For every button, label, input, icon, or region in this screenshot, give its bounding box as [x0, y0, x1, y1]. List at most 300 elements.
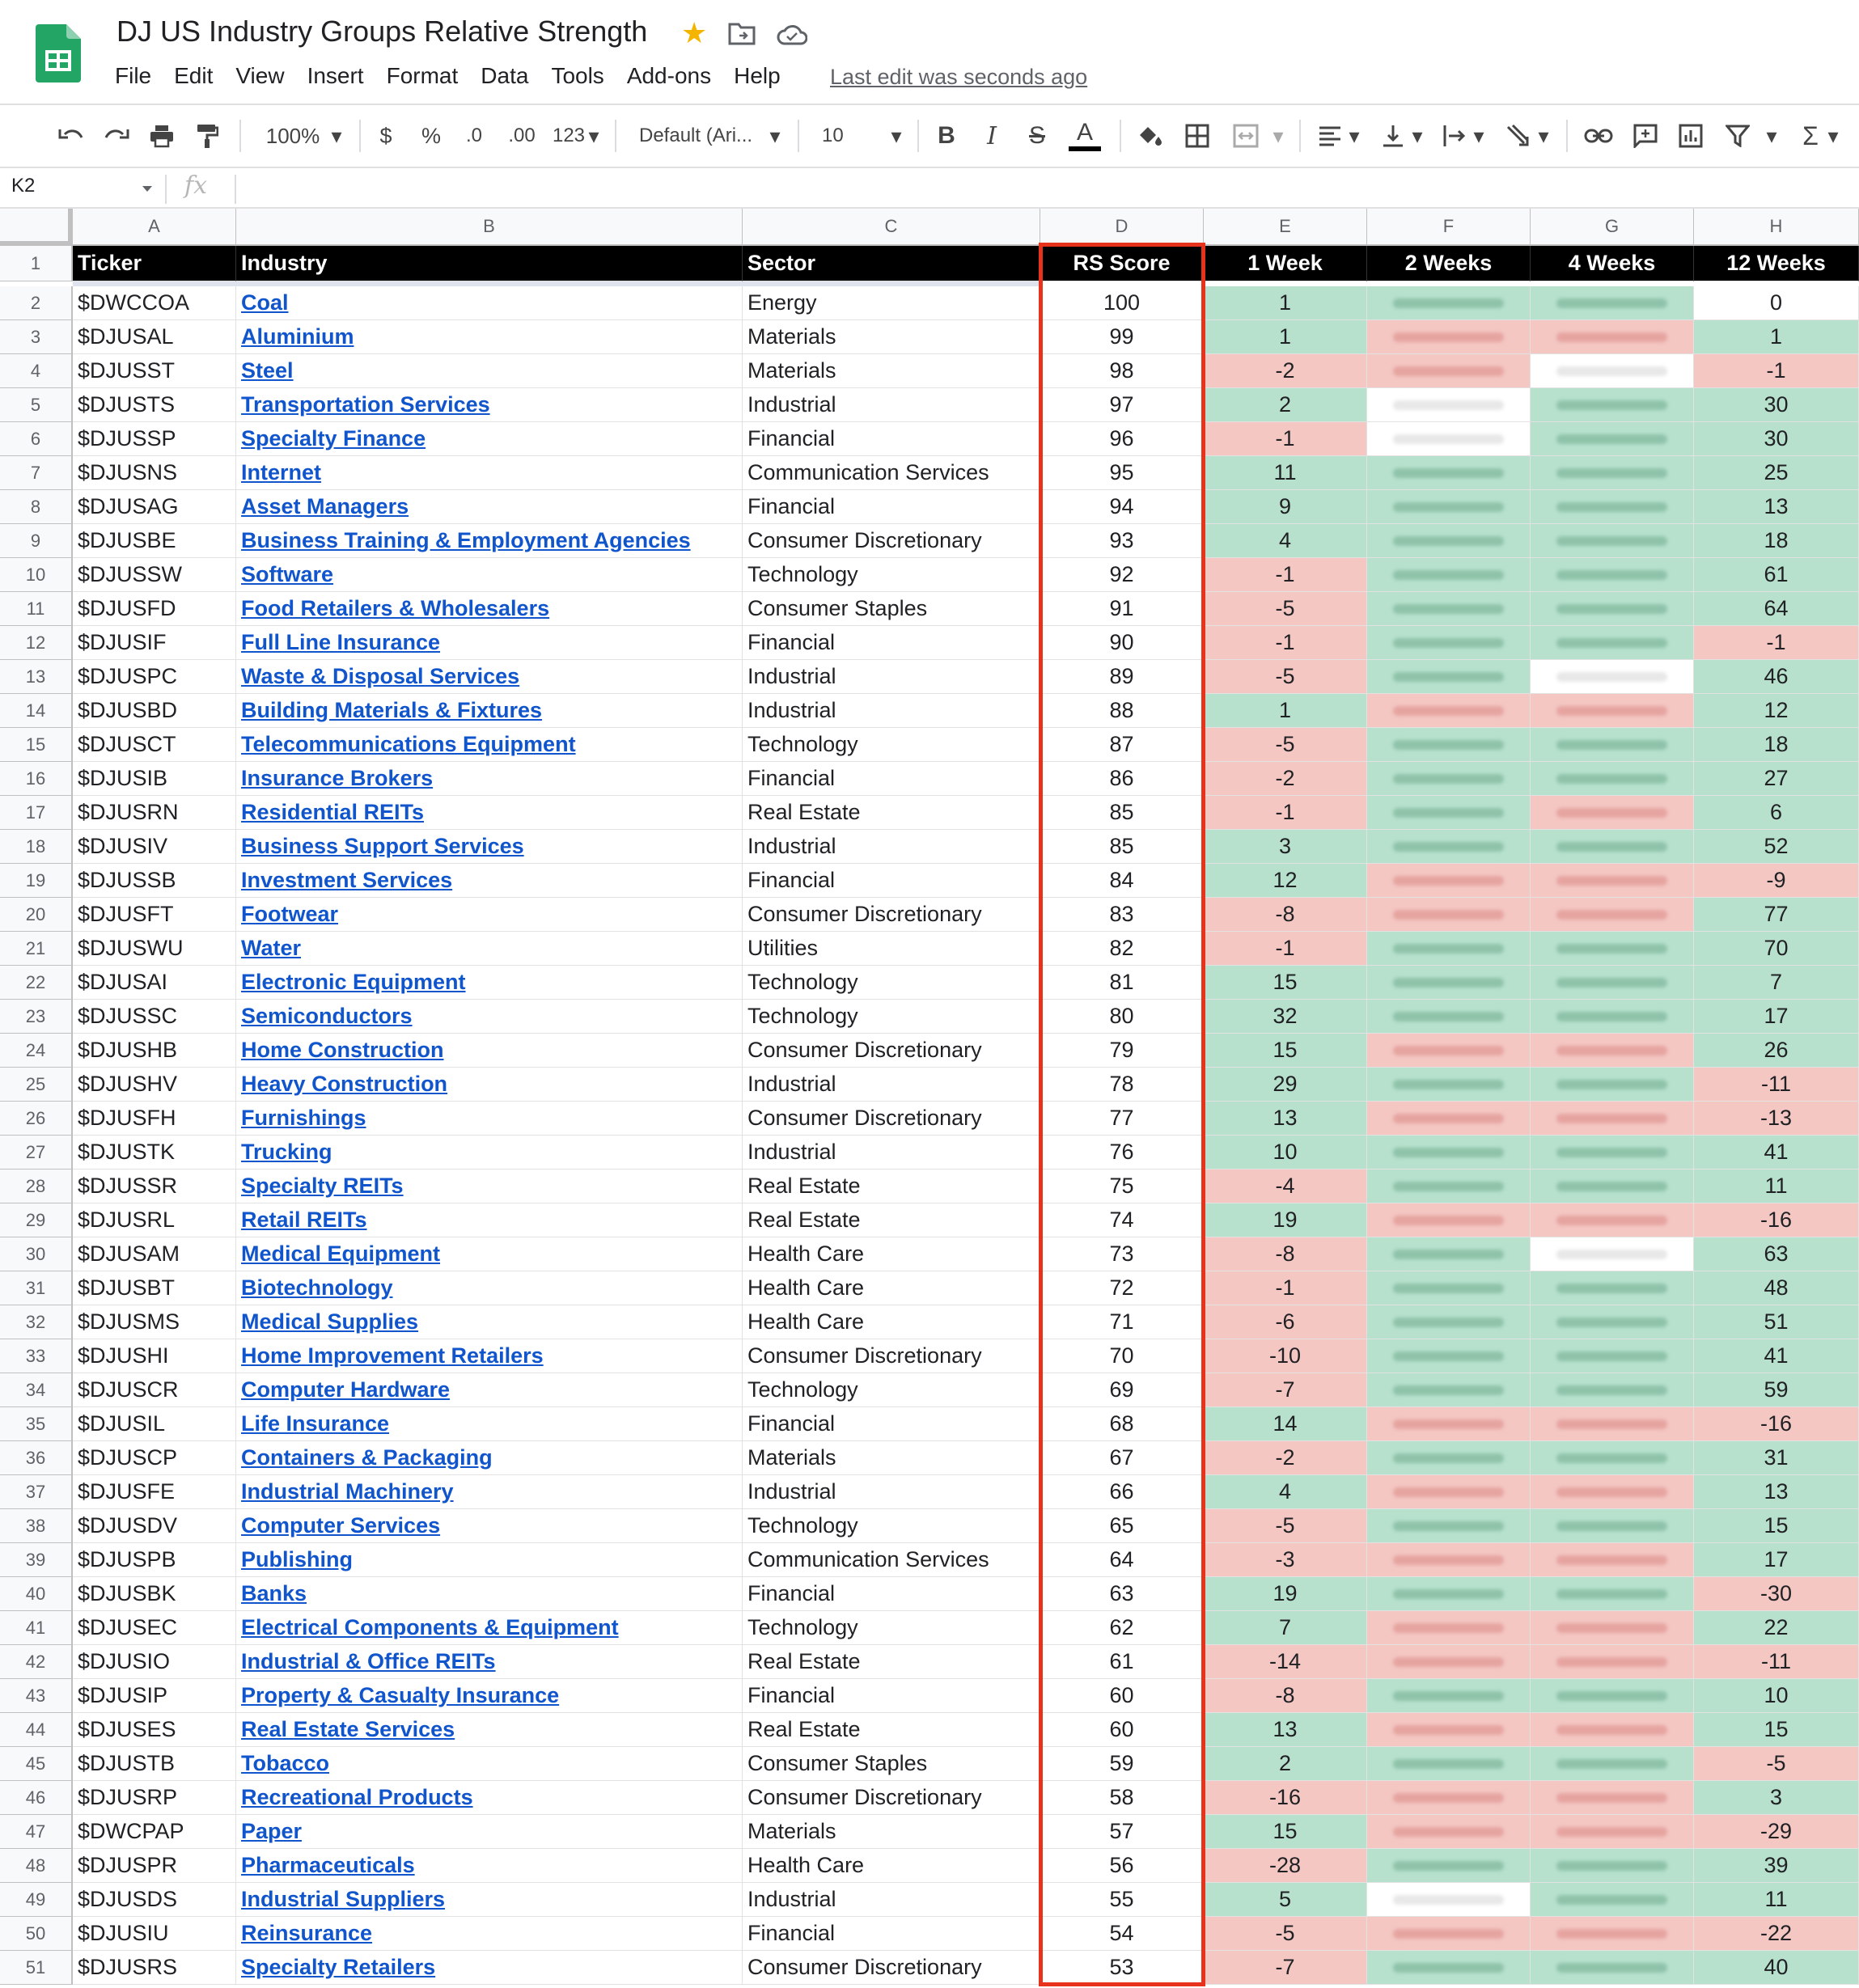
sector-cell[interactable]: Financial — [743, 626, 1040, 660]
two-weeks-cell[interactable] — [1367, 1271, 1531, 1305]
industry-cell[interactable] — [236, 1747, 743, 1781]
two-weeks-cell[interactable] — [1367, 1645, 1531, 1679]
ticker-cell[interactable]: $DJUSIF — [73, 626, 236, 660]
industry-cell[interactable] — [236, 830, 743, 864]
sector-cell[interactable]: Technology — [743, 1373, 1040, 1407]
industry-link[interactable]: Full Line Insurance — [241, 630, 441, 654]
industry-cell[interactable] — [236, 1883, 743, 1917]
industry-link[interactable]: Real Estate Services — [241, 1717, 455, 1741]
row-header[interactable]: 48 — [0, 1849, 73, 1883]
rs-score-cell[interactable]: 71 — [1040, 1305, 1204, 1339]
four-weeks-cell[interactable] — [1531, 830, 1694, 864]
industry-cell[interactable] — [236, 1645, 743, 1679]
font-select[interactable]: Default (Ari... — [639, 125, 753, 146]
rs-score-cell[interactable]: 84 — [1040, 864, 1204, 898]
industry-link[interactable]: Transportation Services — [241, 392, 490, 417]
four-weeks-cell[interactable] — [1531, 1543, 1694, 1577]
industry-link[interactable]: Retail REITs — [241, 1208, 367, 1232]
one-week-cell[interactable]: -4 — [1204, 1170, 1367, 1203]
four-weeks-cell[interactable] — [1531, 1849, 1694, 1883]
rs-score-cell[interactable]: 90 — [1040, 626, 1204, 660]
four-weeks-cell[interactable] — [1531, 762, 1694, 796]
ticker-cell[interactable]: $DJUSRP — [73, 1781, 236, 1815]
ticker-cell[interactable]: $DJUSAI — [73, 966, 236, 1000]
ticker-cell[interactable]: $DJUSAG — [73, 490, 236, 524]
industry-link[interactable]: Waste & Disposal Services — [241, 664, 520, 688]
rs-score-cell[interactable]: 85 — [1040, 830, 1204, 864]
four-weeks-cell[interactable] — [1531, 456, 1694, 490]
two-weeks-cell[interactable] — [1367, 1305, 1531, 1339]
four-weeks-cell[interactable] — [1531, 1951, 1694, 1985]
industry-cell[interactable] — [236, 1611, 743, 1645]
sector-cell[interactable]: Consumer Discretionary — [743, 1102, 1040, 1136]
industry-cell[interactable] — [236, 286, 743, 320]
twelve-weeks-cell[interactable]: 18 — [1694, 524, 1859, 558]
one-week-cell[interactable]: 10 — [1204, 1136, 1367, 1170]
ticker-cell[interactable]: $DJUSBE — [73, 524, 236, 558]
rs-score-cell[interactable]: 92 — [1040, 558, 1204, 592]
sector-cell[interactable]: Real Estate — [743, 1713, 1040, 1747]
twelve-weeks-cell[interactable]: -1 — [1694, 354, 1859, 388]
insert-chart-icon[interactable] — [1673, 105, 1709, 167]
four-weeks-cell[interactable] — [1531, 1068, 1694, 1102]
twelve-weeks-cell[interactable]: 11 — [1694, 1170, 1859, 1203]
ticker-cell[interactable]: $DJUSMS — [73, 1305, 236, 1339]
column-header-h[interactable]: H — [1694, 209, 1859, 246]
rs-score-cell[interactable]: 75 — [1040, 1170, 1204, 1203]
rs-score-cell[interactable]: 66 — [1040, 1475, 1204, 1509]
ticker-cell[interactable]: $DJUSST — [73, 354, 236, 388]
sector-cell[interactable]: Consumer Staples — [743, 1747, 1040, 1781]
last-edit-link[interactable]: Last edit was seconds ago — [830, 65, 1088, 89]
industry-link[interactable]: Paper — [241, 1819, 303, 1843]
sector-cell[interactable]: Financial — [743, 1679, 1040, 1713]
two-weeks-cell[interactable] — [1367, 1407, 1531, 1441]
row-header[interactable]: 20 — [0, 898, 73, 932]
one-week-cell[interactable]: 15 — [1204, 1034, 1367, 1068]
two-weeks-cell[interactable] — [1367, 1543, 1531, 1577]
industry-link[interactable]: Semiconductors — [241, 1004, 413, 1028]
rs-score-cell[interactable]: 53 — [1040, 1951, 1204, 1985]
four-weeks-cell[interactable] — [1531, 796, 1694, 830]
twelve-weeks-cell[interactable]: 12 — [1694, 694, 1859, 728]
row-header[interactable]: 42 — [0, 1645, 73, 1679]
rs-score-cell[interactable]: 83 — [1040, 898, 1204, 932]
one-week-cell[interactable]: 13 — [1204, 1713, 1367, 1747]
one-week-cell[interactable]: 5 — [1204, 1883, 1367, 1917]
header-cell-c[interactable]: Sector — [743, 246, 1040, 281]
one-week-cell[interactable]: -8 — [1204, 1237, 1367, 1271]
rs-score-cell[interactable]: 86 — [1040, 762, 1204, 796]
two-weeks-cell[interactable] — [1367, 1441, 1531, 1475]
twelve-weeks-cell[interactable]: -22 — [1694, 1917, 1859, 1951]
industry-link[interactable]: Heavy Construction — [241, 1072, 448, 1096]
twelve-weeks-cell[interactable]: 22 — [1694, 1611, 1859, 1645]
italic-button[interactable]: I — [987, 121, 997, 150]
one-week-cell[interactable]: -1 — [1204, 1271, 1367, 1305]
two-weeks-cell[interactable] — [1367, 932, 1531, 966]
two-weeks-cell[interactable] — [1367, 796, 1531, 830]
sector-cell[interactable]: Financial — [743, 490, 1040, 524]
rs-score-cell[interactable]: 63 — [1040, 1577, 1204, 1611]
two-weeks-cell[interactable] — [1367, 966, 1531, 1000]
sector-cell[interactable]: Health Care — [743, 1849, 1040, 1883]
header-cell-e[interactable]: 1 Week — [1204, 246, 1367, 281]
two-weeks-cell[interactable] — [1367, 1509, 1531, 1543]
twelve-weeks-cell[interactable]: 30 — [1694, 388, 1859, 422]
redo-icon[interactable] — [99, 105, 134, 167]
text-color-button[interactable] — [1066, 105, 1103, 167]
rs-score-cell[interactable]: 89 — [1040, 660, 1204, 694]
one-week-cell[interactable]: -14 — [1204, 1645, 1367, 1679]
two-weeks-cell[interactable] — [1367, 1068, 1531, 1102]
zoom-select[interactable] — [252, 105, 333, 167]
sector-cell[interactable]: Technology — [743, 1509, 1040, 1543]
four-weeks-cell[interactable] — [1531, 864, 1694, 898]
industry-cell[interactable] — [236, 456, 743, 490]
row-header[interactable]: 40 — [0, 1577, 73, 1611]
two-weeks-cell[interactable] — [1367, 762, 1531, 796]
percent-format-button[interactable]: % — [421, 123, 441, 148]
row-header[interactable]: 25 — [0, 1068, 73, 1102]
strikethrough-button[interactable]: S — [1028, 122, 1045, 149]
twelve-weeks-cell[interactable]: 48 — [1694, 1271, 1859, 1305]
four-weeks-cell[interactable] — [1531, 694, 1694, 728]
row-header[interactable]: 2 — [0, 286, 73, 320]
sector-cell[interactable]: Industrial — [743, 1068, 1040, 1102]
ticker-cell[interactable]: $DJUSSB — [73, 864, 236, 898]
ticker-cell[interactable]: $DJUSHV — [73, 1068, 236, 1102]
more-formats-button[interactable]: 123 — [552, 125, 586, 146]
twelve-weeks-cell[interactable]: 64 — [1694, 592, 1859, 626]
one-week-cell[interactable]: 19 — [1204, 1577, 1367, 1611]
industry-link[interactable]: Specialty REITs — [241, 1174, 404, 1198]
currency-format-button[interactable]: $ — [379, 123, 392, 148]
industry-cell[interactable] — [236, 1679, 743, 1713]
functions-button[interactable]: Σ — [1802, 121, 1819, 150]
fill-color-icon[interactable] — [1133, 105, 1168, 167]
industry-link[interactable]: Biotechnology — [241, 1275, 393, 1300]
row-header[interactable]: 43 — [0, 1679, 73, 1713]
industry-link[interactable]: Life Insurance — [241, 1411, 390, 1436]
ticker-cell[interactable]: $DJUSSC — [73, 1000, 236, 1034]
sector-cell[interactable]: Industrial — [743, 660, 1040, 694]
twelve-weeks-cell[interactable]: -13 — [1694, 1102, 1859, 1136]
row-header[interactable]: 17 — [0, 796, 73, 830]
rs-score-cell[interactable]: 76 — [1040, 1136, 1204, 1170]
twelve-weeks-cell[interactable]: -9 — [1694, 864, 1859, 898]
four-weeks-cell[interactable] — [1531, 1475, 1694, 1509]
one-week-cell[interactable]: 1 — [1204, 694, 1367, 728]
chevron-down-icon[interactable]: ▾ — [1538, 123, 1549, 148]
insert-link-icon[interactable] — [1581, 105, 1616, 167]
industry-link[interactable]: Property & Casualty Insurance — [241, 1683, 560, 1707]
industry-link[interactable]: Furnishings — [241, 1106, 366, 1130]
sector-cell[interactable]: Financial — [743, 864, 1040, 898]
row-header[interactable]: 34 — [0, 1373, 73, 1407]
industry-cell[interactable] — [236, 728, 743, 762]
rs-score-cell[interactable]: 60 — [1040, 1713, 1204, 1747]
row-header[interactable]: 41 — [0, 1611, 73, 1645]
row-header[interactable]: 47 — [0, 1815, 73, 1849]
ticker-cell[interactable]: $DJUSIB — [73, 762, 236, 796]
row-header[interactable]: 16 — [0, 762, 73, 796]
twelve-weeks-cell[interactable]: 39 — [1694, 1849, 1859, 1883]
four-weeks-cell[interactable] — [1531, 1611, 1694, 1645]
industry-link[interactable]: Insurance Brokers — [241, 766, 434, 790]
industry-link[interactable]: Medical Supplies — [241, 1309, 419, 1334]
industry-cell[interactable] — [236, 592, 743, 626]
rs-score-cell[interactable]: 56 — [1040, 1849, 1204, 1883]
column-header-d[interactable]: D — [1040, 209, 1204, 246]
ticker-cell[interactable]: $DJUSSW — [73, 558, 236, 592]
horizontal-align-icon[interactable] — [1314, 105, 1346, 167]
rs-score-cell[interactable]: 94 — [1040, 490, 1204, 524]
two-weeks-cell[interactable] — [1367, 1815, 1531, 1849]
sheets-logo-icon[interactable] — [36, 24, 81, 82]
ticker-cell[interactable]: $DJUSTB — [73, 1747, 236, 1781]
ticker-cell[interactable]: $DJUSEC — [73, 1611, 236, 1645]
industry-link[interactable]: Computer Hardware — [241, 1377, 451, 1402]
ticker-cell[interactable]: $DJUSPB — [73, 1543, 236, 1577]
two-weeks-cell[interactable] — [1367, 1849, 1531, 1883]
ticker-cell[interactable]: $DJUSCP — [73, 1441, 236, 1475]
industry-cell[interactable] — [236, 1237, 743, 1271]
two-weeks-cell[interactable] — [1367, 830, 1531, 864]
industry-cell[interactable] — [236, 1543, 743, 1577]
one-week-cell[interactable]: -16 — [1204, 1781, 1367, 1815]
one-week-cell[interactable]: 29 — [1204, 1068, 1367, 1102]
two-weeks-cell[interactable] — [1367, 1713, 1531, 1747]
two-weeks-cell[interactable] — [1367, 1475, 1531, 1509]
rs-score-cell[interactable]: 95 — [1040, 456, 1204, 490]
sector-cell[interactable]: Technology — [743, 1611, 1040, 1645]
ticker-cell[interactable]: $DJUSRN — [73, 796, 236, 830]
row-header[interactable]: 15 — [0, 728, 73, 762]
one-week-cell[interactable]: 7 — [1204, 1611, 1367, 1645]
twelve-weeks-cell[interactable]: 41 — [1694, 1339, 1859, 1373]
sector-cell[interactable]: Industrial — [743, 830, 1040, 864]
row-header[interactable]: 38 — [0, 1509, 73, 1543]
four-weeks-cell[interactable] — [1531, 966, 1694, 1000]
four-weeks-cell[interactable] — [1531, 660, 1694, 694]
industry-cell[interactable] — [236, 694, 743, 728]
four-weeks-cell[interactable] — [1531, 1271, 1694, 1305]
row-header[interactable]: 35 — [0, 1407, 73, 1441]
four-weeks-cell[interactable] — [1531, 1170, 1694, 1203]
insert-comment-icon[interactable] — [1628, 105, 1663, 167]
rs-score-cell[interactable]: 57 — [1040, 1815, 1204, 1849]
sector-cell[interactable]: Consumer Discretionary — [743, 524, 1040, 558]
ticker-cell[interactable]: $DJUSWU — [73, 932, 236, 966]
ticker-cell[interactable]: $DJUSPR — [73, 1849, 236, 1883]
industry-cell[interactable] — [236, 1475, 743, 1509]
sector-cell[interactable]: Consumer Discretionary — [743, 1781, 1040, 1815]
ticker-cell[interactable]: $DJUSAL — [73, 320, 236, 354]
one-week-cell[interactable]: -1 — [1204, 422, 1367, 456]
rs-score-cell[interactable]: 61 — [1040, 1645, 1204, 1679]
industry-link[interactable]: Building Materials & Fixtures — [241, 698, 543, 722]
move-folder-icon[interactable] — [728, 21, 756, 45]
twelve-weeks-cell[interactable]: 31 — [1694, 1441, 1859, 1475]
twelve-weeks-cell[interactable]: 11 — [1694, 1883, 1859, 1917]
chevron-down-icon[interactable]: ▾ — [1473, 123, 1484, 148]
row-header[interactable]: 18 — [0, 830, 73, 864]
sector-cell[interactable]: Industrial — [743, 1475, 1040, 1509]
industry-link[interactable]: Residential REITs — [241, 800, 425, 824]
twelve-weeks-cell[interactable]: -29 — [1694, 1815, 1859, 1849]
twelve-weeks-cell[interactable]: 7 — [1694, 966, 1859, 1000]
industry-link[interactable]: Home Improvement Retailers — [241, 1343, 544, 1368]
rs-score-cell[interactable]: 72 — [1040, 1271, 1204, 1305]
formula-input[interactable] — [243, 173, 1844, 204]
twelve-weeks-cell[interactable]: 1 — [1694, 320, 1859, 354]
rs-score-cell[interactable]: 74 — [1040, 1203, 1204, 1237]
twelve-weeks-cell[interactable]: 46 — [1694, 660, 1859, 694]
sector-cell[interactable]: Industrial — [743, 1883, 1040, 1917]
chevron-down-icon[interactable] — [142, 186, 152, 192]
row-header[interactable]: 26 — [0, 1102, 73, 1136]
four-weeks-cell[interactable] — [1531, 1034, 1694, 1068]
twelve-weeks-cell[interactable]: 26 — [1694, 1034, 1859, 1068]
chevron-down-icon[interactable]: ▾ — [1766, 123, 1777, 148]
industry-link[interactable]: Pharmaceuticals — [241, 1853, 415, 1877]
two-weeks-cell[interactable] — [1367, 354, 1531, 388]
four-weeks-cell[interactable] — [1531, 1102, 1694, 1136]
rs-score-cell[interactable]: 69 — [1040, 1373, 1204, 1407]
chevron-down-icon[interactable]: ▾ — [588, 123, 599, 148]
industry-link[interactable]: Medical Equipment — [241, 1241, 441, 1266]
four-weeks-cell[interactable] — [1531, 1883, 1694, 1917]
one-week-cell[interactable]: 9 — [1204, 490, 1367, 524]
bold-button[interactable]: B — [938, 122, 955, 149]
one-week-cell[interactable]: -2 — [1204, 762, 1367, 796]
two-weeks-cell[interactable] — [1367, 1917, 1531, 1951]
row-header[interactable]: 32 — [0, 1305, 73, 1339]
one-week-cell[interactable]: 11 — [1204, 456, 1367, 490]
industry-link[interactable]: Investment Services — [241, 868, 453, 892]
ticker-cell[interactable]: $DJUSSP — [73, 422, 236, 456]
column-header-b[interactable]: B — [236, 209, 743, 246]
two-weeks-cell[interactable] — [1367, 1951, 1531, 1985]
rs-score-cell[interactable]: 78 — [1040, 1068, 1204, 1102]
twelve-weeks-cell[interactable]: -16 — [1694, 1203, 1859, 1237]
four-weeks-cell[interactable] — [1531, 1509, 1694, 1543]
one-week-cell[interactable]: 3 — [1204, 830, 1367, 864]
rs-score-cell[interactable]: 60 — [1040, 1679, 1204, 1713]
industry-cell[interactable] — [236, 1373, 743, 1407]
industry-cell[interactable] — [236, 762, 743, 796]
industry-link[interactable]: Banks — [241, 1581, 307, 1605]
rs-score-cell[interactable]: 55 — [1040, 1883, 1204, 1917]
two-weeks-cell[interactable] — [1367, 660, 1531, 694]
rs-score-cell[interactable]: 67 — [1040, 1441, 1204, 1475]
chevron-down-icon[interactable]: ▾ — [1273, 123, 1284, 148]
rs-score-cell[interactable]: 62 — [1040, 1611, 1204, 1645]
ticker-cell[interactable]: $DJUSFT — [73, 898, 236, 932]
industry-link[interactable]: Footwear — [241, 902, 339, 926]
row-header[interactable]: 8 — [0, 490, 73, 524]
four-weeks-cell[interactable] — [1531, 1407, 1694, 1441]
row-header[interactable]: 45 — [0, 1747, 73, 1781]
sector-cell[interactable]: Real Estate — [743, 796, 1040, 830]
industry-cell[interactable] — [236, 422, 743, 456]
industry-cell[interactable] — [236, 1849, 743, 1883]
row-header[interactable]: 5 — [0, 388, 73, 422]
chevron-down-icon[interactable]: ▾ — [1412, 123, 1423, 148]
four-weeks-cell[interactable] — [1531, 1679, 1694, 1713]
four-weeks-cell[interactable] — [1531, 1747, 1694, 1781]
rs-score-cell[interactable]: 70 — [1040, 1339, 1204, 1373]
column-header-f[interactable]: F — [1367, 209, 1531, 246]
rs-score-cell[interactable]: 73 — [1040, 1237, 1204, 1271]
sector-cell[interactable]: Financial — [743, 762, 1040, 796]
industry-cell[interactable] — [236, 388, 743, 422]
rs-score-cell[interactable]: 91 — [1040, 592, 1204, 626]
four-weeks-cell[interactable] — [1531, 1815, 1694, 1849]
vertical-align-icon[interactable] — [1377, 105, 1409, 167]
rs-score-cell[interactable]: 96 — [1040, 422, 1204, 456]
one-week-cell[interactable]: -5 — [1204, 728, 1367, 762]
row-header[interactable]: 30 — [0, 1237, 73, 1271]
column-header-g[interactable]: G — [1531, 209, 1694, 246]
ticker-cell[interactable]: $DJUSAM — [73, 1237, 236, 1271]
row-header[interactable]: 7 — [0, 456, 73, 490]
sector-cell[interactable]: Health Care — [743, 1305, 1040, 1339]
sector-cell[interactable]: Consumer Discretionary — [743, 1034, 1040, 1068]
industry-cell[interactable] — [236, 558, 743, 592]
industry-cell[interactable] — [236, 898, 743, 932]
row-header[interactable]: 28 — [0, 1170, 73, 1203]
sector-cell[interactable]: Technology — [743, 1000, 1040, 1034]
rs-score-cell[interactable]: 93 — [1040, 524, 1204, 558]
header-cell-f[interactable]: 2 Weeks — [1367, 246, 1531, 281]
industry-link[interactable]: Food Retailers & Wholesalers — [241, 596, 550, 620]
one-week-cell[interactable]: 15 — [1204, 966, 1367, 1000]
sector-cell[interactable]: Materials — [743, 354, 1040, 388]
one-week-cell[interactable]: -7 — [1204, 1373, 1367, 1407]
sector-cell[interactable]: Materials — [743, 320, 1040, 354]
one-week-cell[interactable]: 15 — [1204, 1815, 1367, 1849]
industry-link[interactable]: Asset Managers — [241, 494, 409, 518]
industry-cell[interactable] — [236, 1339, 743, 1373]
industry-cell[interactable] — [236, 1577, 743, 1611]
industry-link[interactable]: Recreational Products — [241, 1785, 473, 1809]
rs-score-cell[interactable]: 64 — [1040, 1543, 1204, 1577]
industry-cell[interactable] — [236, 1305, 743, 1339]
twelve-weeks-cell[interactable]: 13 — [1694, 490, 1859, 524]
four-weeks-cell[interactable] — [1531, 388, 1694, 422]
cloud-saved-icon[interactable] — [777, 23, 807, 45]
four-weeks-cell[interactable] — [1531, 524, 1694, 558]
two-weeks-cell[interactable] — [1367, 728, 1531, 762]
row-header[interactable]: 36 — [0, 1441, 73, 1475]
one-week-cell[interactable]: -3 — [1204, 1543, 1367, 1577]
twelve-weeks-cell[interactable]: -5 — [1694, 1747, 1859, 1781]
four-weeks-cell[interactable] — [1531, 1000, 1694, 1034]
industry-cell[interactable] — [236, 796, 743, 830]
two-weeks-cell[interactable] — [1367, 1679, 1531, 1713]
industry-link[interactable]: Electronic Equipment — [241, 970, 466, 994]
sector-cell[interactable]: Communication Services — [743, 456, 1040, 490]
four-weeks-cell[interactable] — [1531, 1373, 1694, 1407]
header-cell-h[interactable]: 12 Weeks — [1694, 246, 1859, 281]
text-wrapping-icon[interactable] — [1438, 105, 1471, 167]
industry-cell[interactable] — [236, 626, 743, 660]
industry-cell[interactable] — [236, 1068, 743, 1102]
four-weeks-cell[interactable] — [1531, 1203, 1694, 1237]
twelve-weeks-cell[interactable]: -11 — [1694, 1645, 1859, 1679]
